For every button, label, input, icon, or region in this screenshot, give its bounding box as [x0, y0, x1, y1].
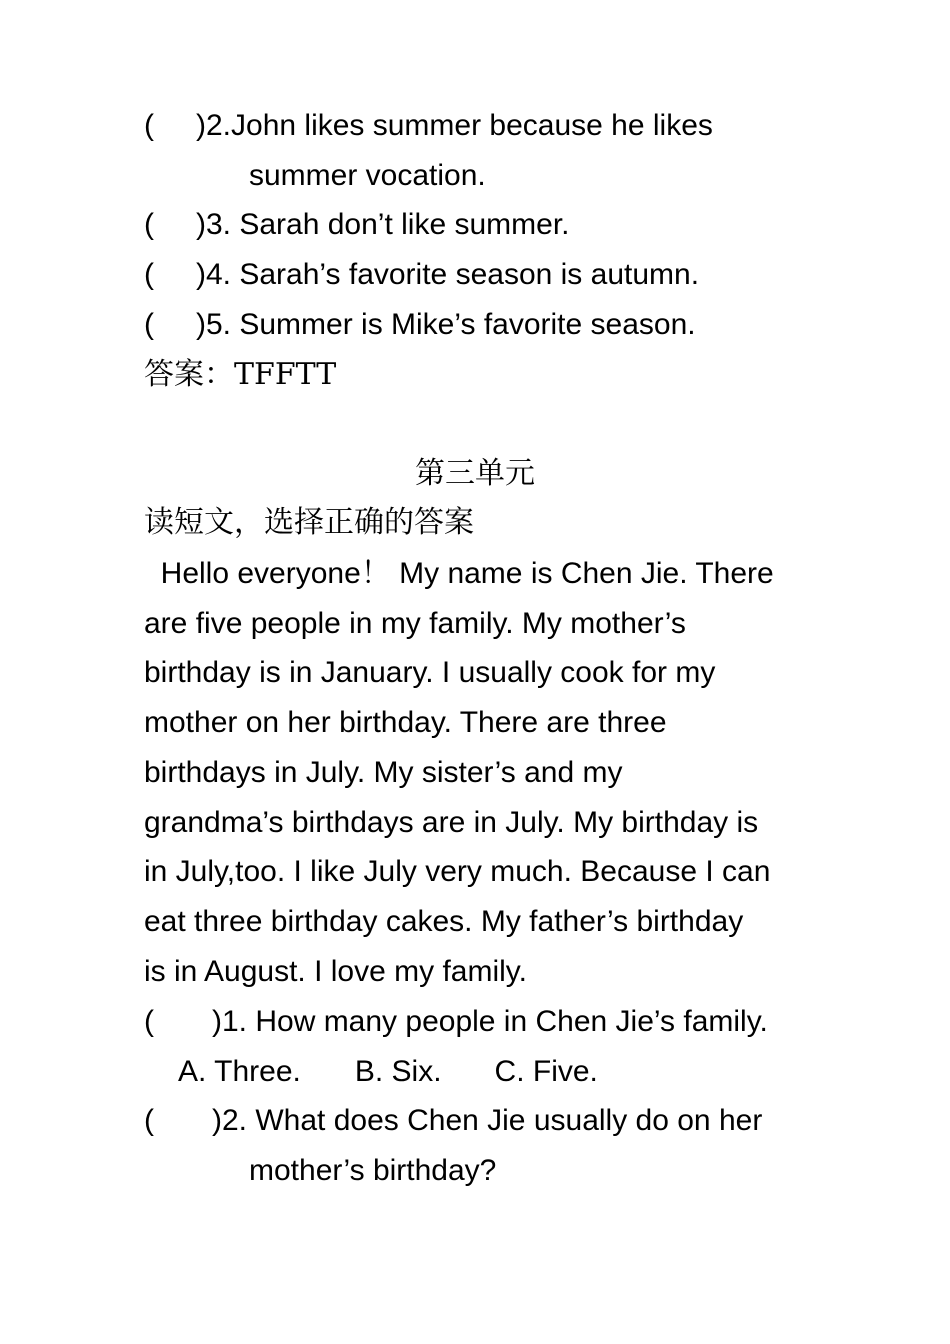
question-2-continuation: summer vocation. — [249, 159, 486, 192]
answer-key: 答案：TFFTT — [144, 357, 337, 392]
mc-question-2-continuation: mother’s birthday? — [249, 1154, 497, 1187]
question-2-line — [144, 101, 713, 151]
passage-line: Hello everyone！ My name is Chen Jie. There — [144, 557, 774, 590]
mc-question-2 — [144, 1096, 762, 1146]
question-text: )5. Summer is Mike’s favorite season. — [196, 308, 696, 341]
option-a: A. Three. — [178, 1055, 301, 1088]
question-text: )3. Sarah don’t like summer. — [196, 208, 570, 241]
mc-question-1-options — [178, 1047, 598, 1097]
question-4-line — [144, 250, 699, 300]
instruction: 读短文，选择正确的答案 — [144, 505, 474, 540]
option-b: B. Six. — [354, 1055, 442, 1088]
passage-line: birthday is in January. I usually cook for my — [144, 656, 716, 689]
question-text: )1. How many people in Chen Jie’s family. — [212, 1005, 768, 1038]
question-text: )2. What does Chen Jie usually do on her — [212, 1104, 763, 1137]
answer-paren: ( — [144, 208, 154, 241]
answer-paren: ( — [144, 109, 154, 142]
unit-title: 第三单元 — [415, 456, 535, 491]
passage-line: grandma’s birthdays are in July. My birthday is — [144, 806, 759, 839]
passage-line: in July,too. I like July very much. Because I can — [144, 855, 771, 888]
question-5-line — [144, 300, 696, 350]
passage-line: eat three birthday cakes. My father’s birthday — [144, 905, 744, 938]
question-text: )2.John likes summer because he likes — [196, 109, 713, 142]
option-c: C. Five. — [494, 1055, 598, 1088]
passage-line: are five people in my family. My mother’s — [144, 607, 686, 640]
answer-paren: ( — [144, 1104, 154, 1137]
question-text: )4. Sarah’s favorite season is autumn. — [196, 258, 700, 291]
answer-paren: ( — [144, 258, 154, 291]
passage-line: birthdays in July. My sister’s and my — [144, 756, 623, 789]
passage-line: is in August. I love my family. — [144, 955, 527, 988]
answer-paren: ( — [144, 1005, 154, 1038]
passage-line: mother on her birthday. There are three — [144, 706, 667, 739]
mc-question-1 — [144, 997, 768, 1047]
question-3-line — [144, 200, 570, 250]
answer-paren: ( — [144, 308, 154, 341]
